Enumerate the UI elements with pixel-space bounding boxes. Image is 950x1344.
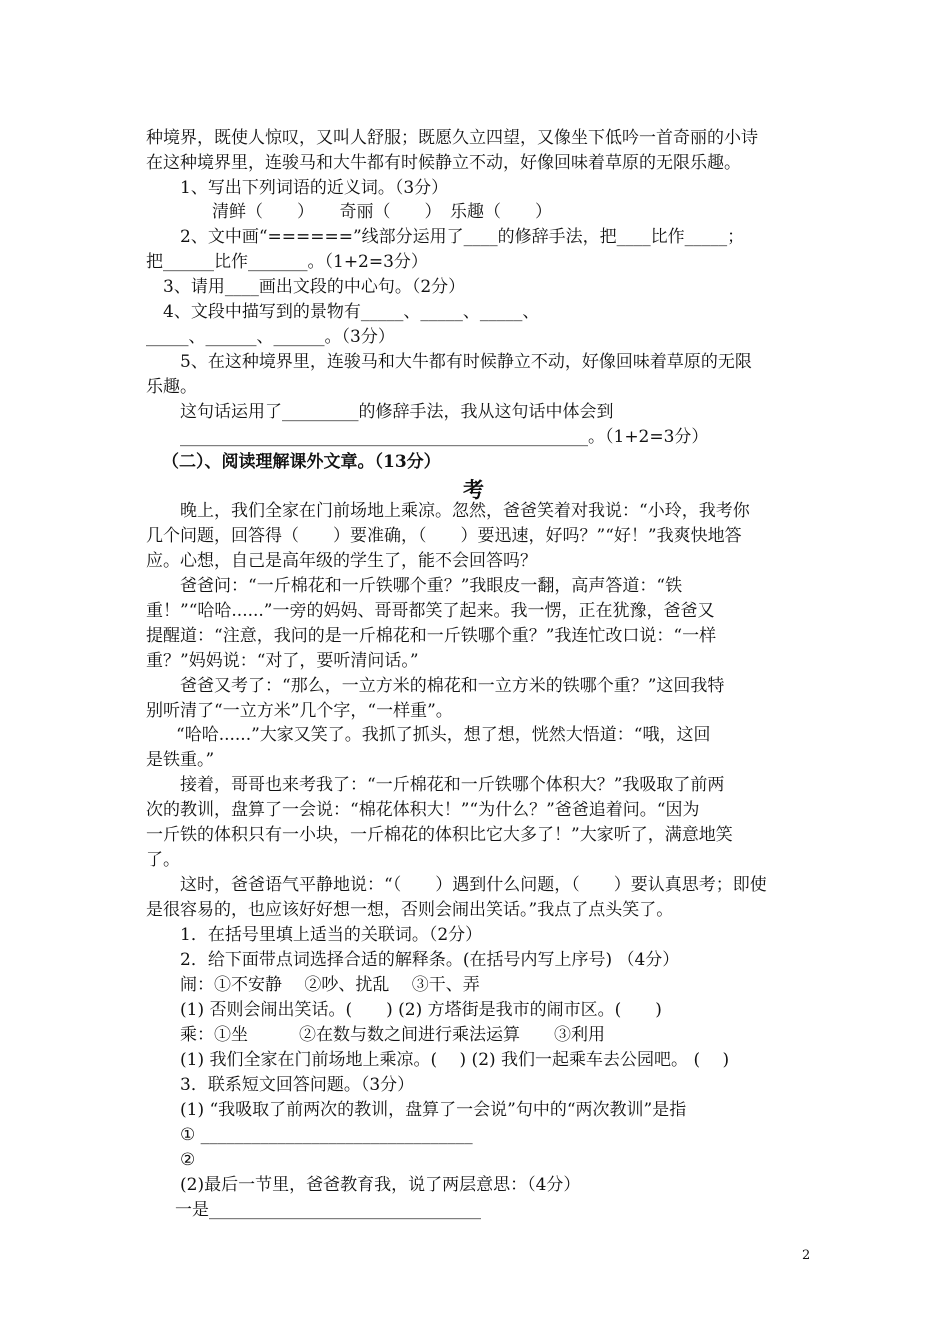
question-line: 把______比作_______。（1+2=3分） [146,252,428,272]
article-line: 是铁重。” [146,750,215,770]
text-line: 在这种境界里，连骏马和大牛都有时候静立不动，好像回味着草原的无限乐趣。 [146,153,741,173]
question-line: 3、请用____画出文段的中心句。（2分） [163,277,466,297]
article-line: 几个问题，回答得（ ）要准确，（ ）要迅速，好吗？”“好！”我爽快地答 [146,526,742,546]
question-line: 4、文段中描写到的景物有_____、_____、_____、 [163,302,540,322]
page-number: 2 [802,1248,811,1263]
answer-line: ② [180,1150,196,1170]
article-title: 考 [463,477,484,502]
answer-line: ① ________________________________ [180,1125,473,1145]
question-line: 5、在这种境界里，连骏马和大牛都有时候静立不动，好像回味着草原的无限 [180,352,752,372]
article-line: “哈哈......”大家又笑了。我抓了抓头，想了想，恍然大悟道：“哦，这回 [176,725,711,745]
article-line: 了。 [146,850,180,870]
article-line: 一斤铁的体积只有一小块，一斤棉花的体积比它大多了！”大家听了，满意地笑 [146,825,733,845]
article-line: 爸爸又考了：“那么，一立方米的棉花和一立方米的铁哪个重？”这回我特 [180,676,725,696]
question-line: 清鲜（ ） 奇丽（ ） 乐趣（ ） [212,202,552,222]
answer-line: ________________________________________________。（1+2=3分） [180,427,709,447]
question-line: 2．给下面带点词选择合适的解释条。(在括号内写上序号) （4分） [180,950,680,970]
section-heading: （二）、阅读理解课外文章。（13分） [162,452,441,472]
question-line: 3．联系短文回答问题。（3分） [180,1075,415,1095]
article-line: 是很容易的，也应该好好想一想，否则会闹出笑话。”我点了点头笑了。 [146,900,674,920]
question-line: (2)最后一节里，爸爸教育我，说了两层意思：（4分） [180,1175,581,1195]
article-line: 爸爸问：“一斤棉花和一斤铁哪个重？”我眼皮一翻，高声答道：“铁 [180,576,683,596]
article-line: 重？”妈妈说：“对了，要听清问话。” [146,651,419,671]
article-line: 应。心想，自己是高年级的学生了，能不会回答吗？ [146,551,537,571]
question-line: 闹：①不安静 ②吵、扰乱 ③干、弄 [180,975,480,995]
question-line: 1．在括号里填上适当的关联词。（2分） [180,925,483,945]
question-line: 2、文中画“======”线部分运用了____的修辞手法，把____比作_____； [180,227,745,247]
article-line: 接着，哥哥也来考我了：“一斤棉花和一斤铁哪个体积大？”我吸取了前两 [180,775,725,795]
answer-line: 一是________________________________ [175,1200,481,1220]
article-line: 晚上，我们全家在门前场地上乘凉。忽然，爸爸笑着对我说：“小玲，我考你 [180,501,750,521]
text-line: 种境界，既使人惊叹，又叫人舒服；既愿久立四望，又像坐下低吟一首奇丽的小诗 [146,128,758,148]
article-line: 次的教训，盘算了一会说：“棉花体积大！”“为什么？”爸爸追着问。“因为 [146,800,700,820]
question-line: (1) 我们全家在门前场地上乘凉。( ) (2) 我们一起乘车去公园吧。 ( ) [180,1050,730,1070]
article-line: 提醒道：“注意，我问的是一斤棉花和一斤铁哪个重？”我连忙改口说：“一样 [146,626,717,646]
article-line: 这时，爸爸语气平静地说：“（ ）遇到什么问题，（ ）要认真思考；即使 [180,875,767,895]
question-line: 乐趣。 [146,377,197,397]
question-line: 这句话运用了_________的修辞手法，我从这句话中体会到 [180,402,614,422]
article-line: 重！”“哈哈......”一旁的妈妈、哥哥都笑了起来。我一愣，正在犹豫，爸爸又 [146,601,715,621]
question-line: 乘：①坐 ②在数与数之间进行乘法运算 ③利用 [180,1025,605,1045]
question-line: (1) “我吸取了前两次的教训，盘算了一会说”句中的“两次教训”是指 [180,1100,687,1120]
question-line: 1、写出下列词语的近义词。（3分） [180,178,449,198]
question-line: (1) 否则会闹出笑话。( ) (2) 方塔街是我市的闹市区。( ) [180,1000,662,1020]
article-line: 别听清了“一立方米”几个字，“一样重”。 [146,701,453,721]
question-line: _____、______、______。（3分） [146,327,395,347]
